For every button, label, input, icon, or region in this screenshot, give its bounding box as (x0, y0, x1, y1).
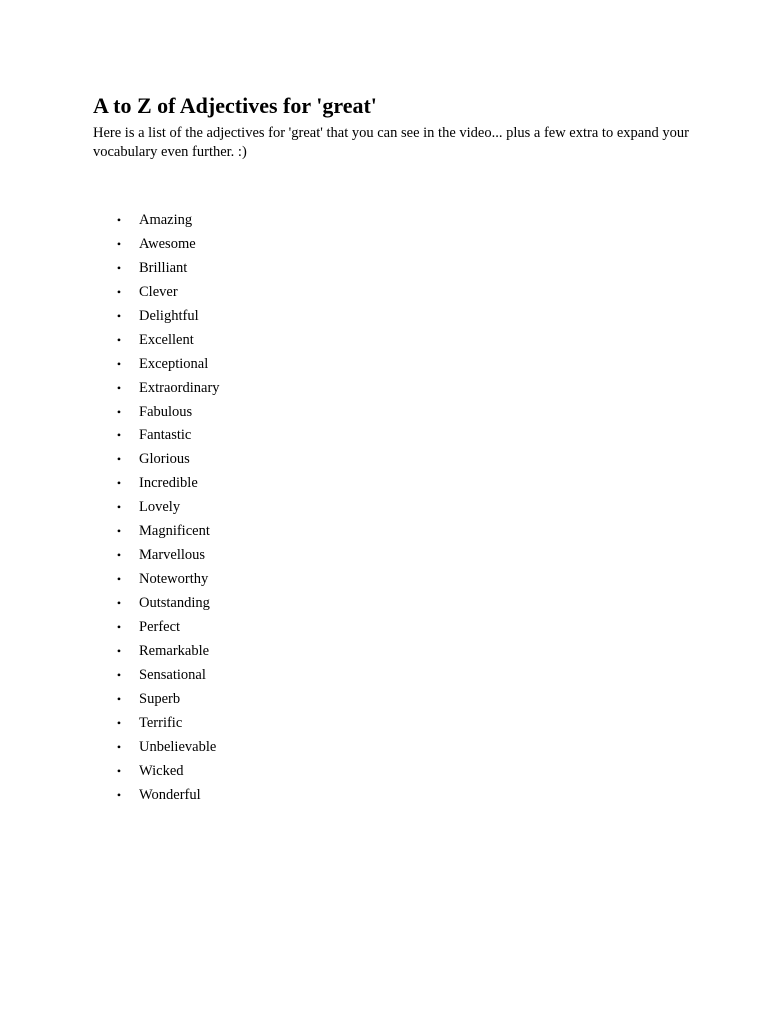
adjective-label: Noteworthy (139, 571, 209, 588)
bullet-icon: • (116, 524, 122, 539)
bullet-icon: • (116, 284, 122, 299)
bullet-icon: • (116, 667, 122, 682)
adjective-label: Terrific (139, 714, 183, 731)
adjective-label: Delightful (139, 307, 199, 324)
adjective-label: Outstanding (139, 595, 210, 611)
adjective-label: Wicked (139, 762, 184, 779)
adjective-label: Awesome (139, 235, 196, 252)
bullet-icon: • (116, 356, 122, 371)
bullet-icon: • (116, 691, 122, 706)
adjective-label: Amazing (139, 212, 193, 228)
bullet-icon: • (116, 213, 122, 227)
bullet-icon: • (116, 452, 122, 467)
bullet-icon: • (116, 236, 122, 251)
bullet-icon: • (116, 500, 122, 515)
intro-paragraph: Here is a list of the adjectives for 'great' that you can see in the video... plus a few extra to expand your vocabulary even further. :) (93, 125, 689, 160)
adjective-label: Exceptional (139, 355, 209, 372)
adjective-label: Unbelievable (139, 738, 217, 755)
bullet-icon: • (116, 715, 122, 730)
adjective-label: Sensational (139, 666, 206, 683)
bullet-icon: • (116, 260, 122, 275)
bullet-icon: • (116, 739, 122, 754)
bullet-icon: • (116, 308, 122, 323)
adjective-label: Excellent (139, 331, 194, 348)
adjective-label: Remarkable (139, 642, 210, 659)
bullet-icon: • (116, 404, 122, 419)
page-title: A to Z of Adjectives for 'great' (93, 93, 377, 118)
adjective-label: Wonderful (139, 786, 201, 803)
bullet-icon: • (116, 476, 122, 491)
adjective-label: Superb (139, 690, 181, 707)
adjective-label: Fantastic (139, 427, 192, 444)
bullet-icon: • (116, 763, 122, 778)
bullet-icon: • (116, 572, 122, 587)
adjective-label: Fabulous (139, 403, 193, 420)
bullet-icon: • (116, 548, 122, 563)
adjective-label: Magnificent (139, 523, 210, 540)
adjective-label: Perfect (139, 618, 181, 635)
bullet-icon: • (116, 332, 122, 347)
bullet-icon: • (116, 380, 122, 395)
adjective-label: Incredible (139, 475, 198, 492)
adjective-label: Brilliant (139, 259, 188, 276)
bullet-icon: • (116, 787, 122, 802)
adjective-label: Extraordinary (139, 379, 220, 396)
adjective-label: Marvellous (139, 547, 206, 564)
bullet-icon: • (116, 596, 122, 610)
adjective-label: Clever (139, 283, 178, 300)
bullet-icon: • (116, 619, 122, 634)
bullet-icon: • (116, 643, 122, 658)
adjective-label: Glorious (139, 451, 190, 468)
bullet-icon: • (116, 428, 122, 443)
adjective-label: Lovely (139, 499, 181, 516)
